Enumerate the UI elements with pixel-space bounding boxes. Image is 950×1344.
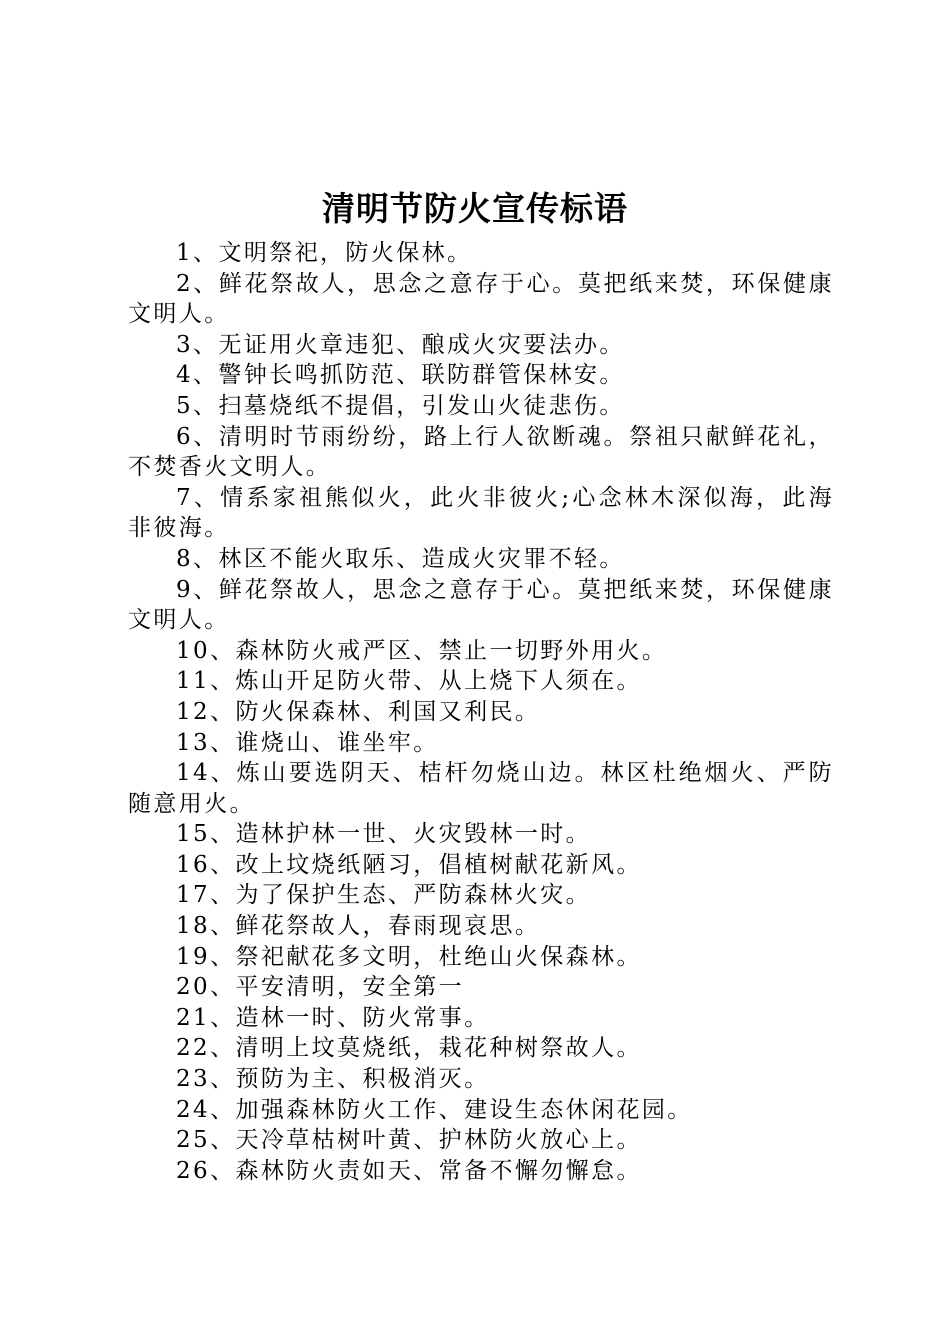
slogan-item: 15、造林护林一世、火灾毁林一时。 [176, 821, 592, 848]
slogan-item: 23、预防为主、积极消灭。 [176, 1066, 490, 1093]
slogan-item: 3、无证用火章违犯、酿成火灾要法办。 [176, 331, 625, 358]
slogan-item: 9、鲜花祭故人，思念之意存于心。莫把纸来焚，环保健康文明人。 [128, 576, 834, 634]
slogan-item: 26、森林防火责如天、常备不懈勿懈怠。 [176, 1157, 642, 1184]
slogan-item: 2、鲜花祭故人，思念之意存于心。莫把纸来焚，环保健康文明人。 [128, 270, 834, 328]
slogan-item: 13、谁烧山、谁坐牢。 [176, 729, 439, 756]
slogan-item: 5、扫墓烧纸不提倡，引发山火徒悲伤。 [176, 392, 625, 419]
slogan-item: 11、炼山开足防火带、从上烧下人须在。 [176, 668, 642, 695]
slogan-item: 8、林区不能火取乐、造成火灾罪不轻。 [176, 545, 625, 572]
slogan-item: 6、清明时节雨纷纷，路上行人欲断魂。祭祖只献鲜花礼，不焚香火文明人。 [128, 423, 834, 481]
slogan-item: 7、情系家祖熊似火，此火非彼火;心念林木深似海，此海非彼海。 [128, 484, 834, 542]
slogan-list [128, 238, 834, 1186]
slogan-item: 19、祭祀献花多文明，杜绝山火保森林。 [176, 943, 642, 970]
document-title: 清明节防火宣传标语 [322, 189, 628, 228]
slogan-item: 25、天冷草枯树叶黄、护林防火放心上。 [176, 1127, 642, 1154]
slogan-item: 22、清明上坟莫烧纸，栽花种树祭故人。 [176, 1035, 642, 1062]
slogan-item: 21、造林一时、防火常事。 [176, 1004, 490, 1031]
slogan-item: 1、文明祭祀，防火保林。 [176, 240, 473, 266]
slogan-item: 14、炼山要选阴天、桔杆勿烧山边。林区杜绝烟火、严防随意用火。 [128, 760, 834, 817]
slogan-item: 4、警钟长鸣抓防范、联防群管保林安。 [176, 362, 625, 389]
slogan-item: 12、防火保森林、利国又利民。 [176, 698, 541, 725]
slogan-item: 10、森林防火戒严区、禁止一切野外用火。 [176, 637, 668, 664]
slogan-item: 16、改上坟烧纸陋习，倡植树献花新风。 [176, 851, 642, 878]
slogan-item: 18、鲜花祭故人，春雨现哀思。 [176, 913, 541, 940]
slogan-item: 24、加强森林防火工作、建设生态休闲花园。 [176, 1096, 693, 1123]
slogan-item: 17、为了保护生态、严防森林火灾。 [176, 882, 592, 909]
slogan-item: 20、平安清明，安全第一 [176, 974, 465, 1001]
